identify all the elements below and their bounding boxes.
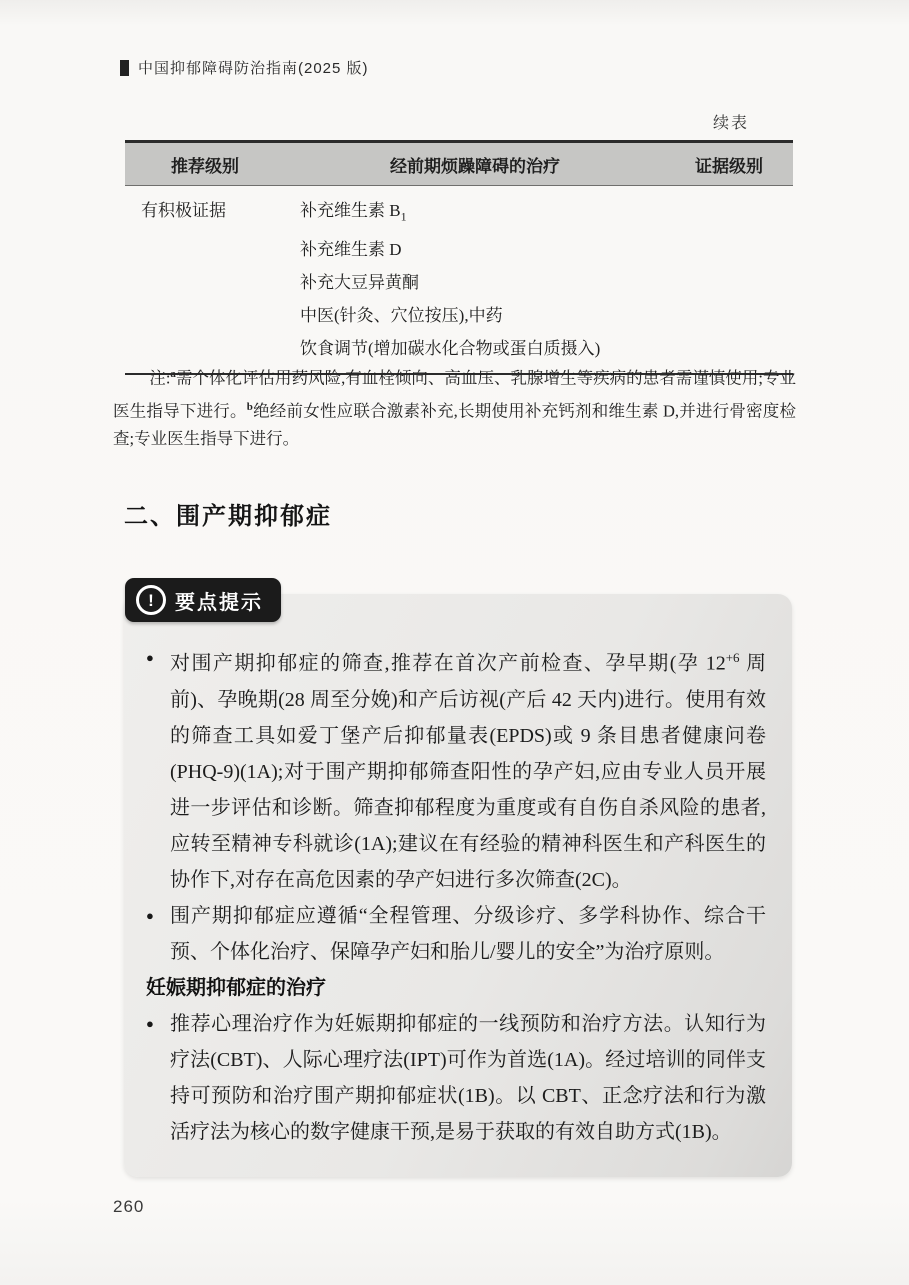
exclamation-icon: ! xyxy=(136,585,166,615)
keypoint1-segment1: 对围产期抑郁症的筛查,推荐在首次产前检查、孕早期(孕 12 xyxy=(170,652,726,675)
keypoint-item xyxy=(146,640,766,898)
treatment-item: 饮食调节(增加碳水化合物或蛋白质摄入) xyxy=(300,339,601,359)
keypoints-tab-label: 要点提示 xyxy=(175,591,263,614)
footnote-text-a: 需个体化评估用药风险,有血栓倾向、高血压、乳腺增生等疾病的患者需谨慎使用;专业医生指导下进行。 xyxy=(113,368,796,420)
treatment-table xyxy=(125,140,793,375)
treatment-item: 补充维生素 D xyxy=(300,240,402,260)
keypoints-box xyxy=(124,590,792,1177)
bullet-icon: ● xyxy=(146,1015,154,1031)
keypoint-text xyxy=(170,640,766,898)
keypoint1-superscript: +6 xyxy=(725,650,740,665)
treatment-item: 中医(针灸、穴位按压),中药 xyxy=(300,306,503,326)
table-body-row xyxy=(125,186,793,373)
treatment-item xyxy=(300,194,665,233)
book-title: 中国抑郁障碍防治指南(2025 版) xyxy=(138,60,369,77)
keypoint-item xyxy=(146,1006,766,1150)
footnote-label: 注: xyxy=(149,368,171,388)
bullet-icon: ● xyxy=(146,907,154,923)
continued-table-label: 续表 xyxy=(713,115,750,132)
keypoints-tab xyxy=(125,578,281,622)
table-footnote xyxy=(113,360,796,453)
treatment-list-cell xyxy=(285,194,665,365)
column-header-treatment: 经前期烦躁障碍的治疗 xyxy=(390,156,560,176)
subscript: 1 xyxy=(400,209,407,224)
page-number: 260 xyxy=(113,1197,145,1216)
column-header-recommendation-level: 推荐级别 xyxy=(171,156,239,176)
bullet-icon: ● xyxy=(146,650,154,665)
section-heading: 二、围产期抑郁症 xyxy=(124,504,332,530)
keypoint-text: 围产期抑郁症应遵循“全程管理、分级诊疗、多学科协作、综合干预、个体化治疗、保障孕产妇和胎儿/婴儿的安全”为治疗原则。 xyxy=(170,904,766,963)
section-marker-icon xyxy=(120,60,129,76)
table-header-row xyxy=(125,143,793,186)
page-header xyxy=(120,57,369,78)
treatment-item: 补充大豆异黄酮 xyxy=(300,273,419,293)
keypoint-item xyxy=(146,898,766,970)
treatment-text: 补充维生素 B xyxy=(300,201,401,220)
recommendation-level-cell: 有积极证据 xyxy=(141,201,226,220)
keypoint1-segment2: 周前)、孕晚期(28 周至分娩)和产后访视(产后 42 天内)进行。使用有效的筛查工具如爱丁堡产后抑郁量表(EPDS)或 9 条目患者健康问卷(PHQ-9)(1A);对于围产期抑郁筛查阳性的孕产妇,应由专业人员开展进一步评估和诊断。筛查抑郁程度为重度或有自伤自杀风险的患者,应转至精神专科就诊(1A);建议在有经验的精神科医生和产科医生的协作下,对存在高危因素的孕产妇进行多次筛查(2C)。 xyxy=(170,652,766,891)
footnote-superscript-b: b xyxy=(246,400,253,413)
keypoints-subheading: 妊娠期抑郁症的治疗 xyxy=(146,976,326,999)
keypoint-text: 推荐心理治疗作为妊娠期抑郁症的一线预防和治疗方法。认知行为疗法(CBT)、人际心理疗法(IPT)可作为首选(1A)。经过培训的同伴支持可预防和治疗围产期抑郁症状(1B)。以 CBT、正念疗法和行为激活疗法为核心的数字健康干预,是易于获取的有效自助方式(1B)。 xyxy=(170,1012,766,1143)
column-header-evidence-level: 证据级别 xyxy=(695,156,763,176)
evidence-level-cell xyxy=(665,194,793,365)
footnote-superscript-a: a xyxy=(170,368,176,380)
footnote-text-b: 绝经前女性应联合激素补充,长期使用补充钙剂和维生素 D,并进行骨密度检查;专业医生指导下进行。 xyxy=(113,401,796,448)
